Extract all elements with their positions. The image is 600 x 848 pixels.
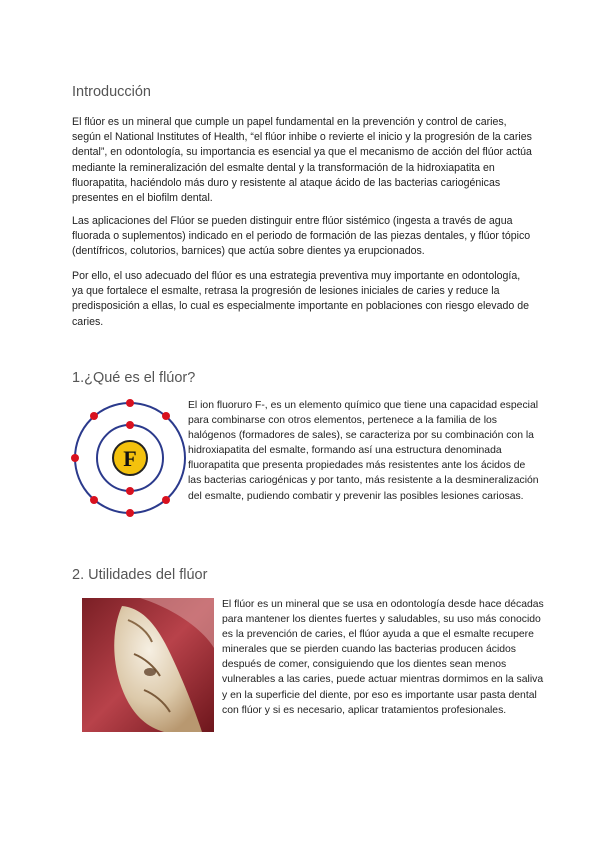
electron [162, 412, 170, 420]
section1-text: El ion fluoruro F-, es un elemento químico que tiene una capacidad especial para combinarse con otros elementos, pertenece a la familia de los halógenos (formadores de sales), se caracteriza por su combinación con la hidroxiapatita del esmalte, formando así una estructura denominada fluorapatita que presenta propiedades más resistentes ante los ácidos de las bacterias cariogénicas y por tanto, más resistente a la desmineralización del esmalte, pudiendo combatir y prevenir las posibles lesiones cariosas. [188, 400, 539, 502]
teeth-photo [82, 598, 214, 732]
electron [90, 496, 98, 504]
section1-heading: 1.¿Qué es el flúor? [72, 370, 196, 386]
atom-symbol: F [123, 446, 137, 471]
section2-heading: 2. Utilidades del flúor [72, 567, 208, 583]
intro-paragraph-3: Por ello, el uso adecuado del flúor es una estrategia preventiva muy importante en odontología, ya que fortalece el esmalte, retrasa la progresión de lesiones iniciales de caries y reduce la predisposición a ellas, lo cual es especialmente importante en poblaciones con riesgo elevado de caries. [72, 270, 529, 328]
electron [71, 454, 79, 462]
electron [90, 412, 98, 420]
intro-heading: Introducción [72, 84, 151, 100]
intro-paragraph-1: El flúor es un mineral que cumple un papel fundamental en la prevención y control de caries, según el National Institutes of Health, “el flúor inhibe o revierte el inicio y la progresión de la caries dental”, en odontología, su importancia es esencial ya que el mecanismo de acción del flúor actúa mediante la remineralización del esmalte dental y la transformación de la hidroxiapatita en fluorapatita, haciéndolo más duro y resistente al ataque ácido de las bacterias cariogénicas presentes en el biofilm dental. [72, 116, 532, 205]
electron [126, 487, 134, 495]
intro-paragraph-2: Las aplicaciones del Flúor se pueden distinguir entre flúor sistémico (ingesta a través de agua fluorada o suplementos) indicado en el periodo de formación de las piezas dentales, y flúor tópico (dentífricos, colutorios, barnices) que actúa sobre dientes ya erupcionados. [72, 215, 531, 258]
section2-text: El flúor es un mineral que se usa en odontología desde hace décadas para mantener los dientes fuertes y saludables, su uso más conocido es la prevención de caries, el flúor ayuda a que el esmalte recupere minerales que se pierden cuando las bacterias producen ácidos después de comer, consiguiendo que los dientes sean menos vulnerables a las caries, puede actuar mientras dormimos en la saliva y en la superficie del diente, por eso es importante usar pasta dental con flúor y si es necesario, aplicar tratamientos profesionales. [222, 599, 544, 716]
electron [126, 399, 134, 407]
electron [162, 496, 170, 504]
electron [126, 509, 134, 517]
caries-spot [144, 668, 156, 676]
fluorine-atom-diagram [70, 398, 190, 518]
electron [126, 421, 134, 429]
